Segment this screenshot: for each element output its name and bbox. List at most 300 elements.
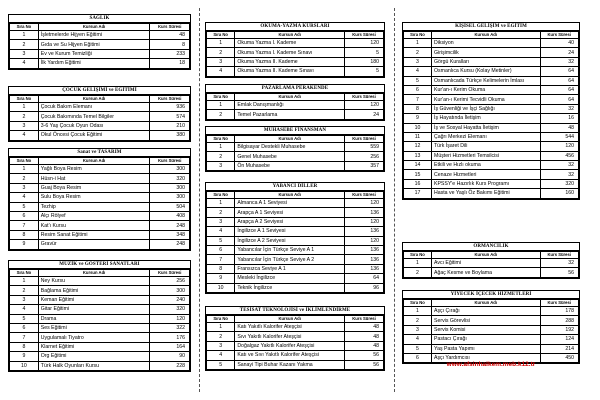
- row-number: 5: [10, 314, 39, 323]
- table-row: [207, 67, 384, 76]
- course-duration: 300: [150, 183, 190, 192]
- table-row: [207, 48, 384, 57]
- table-row: [404, 268, 579, 277]
- course-name: 3-6 Yaş Çocuk Oyun Odası: [38, 121, 150, 130]
- course-duration: 936: [150, 103, 190, 112]
- row-number: 10: [10, 361, 39, 370]
- header-value: Kurs Süresi: [540, 300, 579, 307]
- header-no: Sıra No: [10, 24, 39, 31]
- row-number: 2: [10, 174, 39, 183]
- table-row: [10, 221, 190, 230]
- course-name: İş Hayatında İletişim: [432, 114, 541, 123]
- course-duration: 248: [150, 221, 190, 230]
- table-row: [207, 236, 384, 245]
- course-duration: 504: [150, 202, 190, 211]
- table-row: [10, 286, 190, 295]
- course-name: Doğalgaz Yakıtlı Kalorifer Ateşçisi: [235, 341, 345, 350]
- section-title: Sanat ve TASARIM: [9, 149, 190, 157]
- section-title: TESİSAT TEKNOLOJİSİ ve İKLİMLENDİRME: [206, 307, 384, 315]
- table-row: [10, 361, 190, 370]
- table-header: [404, 32, 579, 39]
- course-name: Org Eğitimi: [38, 352, 150, 361]
- section-cocuk: [8, 86, 191, 142]
- row-number: 5: [207, 360, 235, 369]
- table-row: [10, 295, 190, 304]
- row-number: 1: [10, 277, 39, 286]
- section-okuma: [205, 22, 385, 78]
- section-title: KİŞİSEL GELİŞİM ve EĞİTİM: [403, 23, 579, 31]
- course-name: Guaj Boya Resim: [38, 183, 150, 192]
- row-number: 4: [10, 59, 39, 68]
- table-row: [10, 305, 190, 314]
- row-number: 5: [10, 202, 39, 211]
- row-number: 2: [10, 286, 39, 295]
- table-row: [207, 245, 384, 254]
- row-number: 3: [207, 57, 235, 66]
- row-number: 2: [207, 110, 235, 119]
- row-number: 17: [404, 189, 432, 198]
- course-name: Arapça A 2 Seviyesi: [235, 217, 345, 226]
- table-row: [207, 255, 384, 264]
- table-row: [404, 48, 579, 57]
- course-duration: 90: [150, 352, 190, 361]
- row-number: 1: [404, 39, 432, 48]
- row-number: 9: [10, 240, 39, 249]
- course-name: İş Güvenliği ve İşçi Sağlığı: [432, 104, 541, 113]
- course-name: Temel Pazarlama: [235, 110, 345, 119]
- header-value: Kurs Süresi: [150, 270, 190, 277]
- table-header: [10, 270, 190, 277]
- course-duration: 233: [150, 49, 190, 58]
- table-row: [10, 121, 190, 130]
- header-no: Sıra No: [207, 192, 235, 199]
- table-row: [207, 101, 384, 110]
- course-name: İlk Yardım Eğitimi: [38, 59, 150, 68]
- table-row: [10, 193, 190, 202]
- section-title: PAZARLAMA PERAKENDE: [206, 85, 384, 93]
- course-name: Ev ve Kurum Temizliği: [38, 49, 150, 58]
- table-row: [207, 199, 384, 208]
- column-separator: [199, 8, 200, 392]
- course-name: Sanayi Tipi Buhar Kazanı Yakma: [235, 360, 345, 369]
- row-number: 4: [10, 305, 39, 314]
- course-duration: 64: [540, 85, 579, 94]
- header-no: Sıra No: [207, 136, 235, 143]
- table-header: [207, 136, 384, 143]
- course-name: Okuma Yazma II. Kademe Sınavı: [235, 67, 345, 76]
- row-number: 4: [10, 131, 39, 140]
- row-number: 12: [404, 142, 432, 151]
- header-no: Sıra No: [10, 270, 39, 277]
- course-duration: 136: [345, 227, 384, 236]
- table-row: [10, 174, 190, 183]
- table-row: [10, 202, 190, 211]
- header-value: Kurs Süresi: [150, 158, 190, 165]
- row-number: 7: [10, 221, 39, 230]
- header-value: Kurs Süresi: [345, 32, 384, 39]
- course-name: Keman Eğitimi: [38, 295, 150, 304]
- header-value: Kurs Süresi: [345, 94, 384, 101]
- table-row: [207, 274, 384, 283]
- course-duration: 408: [150, 211, 190, 220]
- section-sanat: [8, 148, 191, 251]
- course-name: Hasta ve Yaşlı Öz Bakımı Eğitimi: [432, 189, 541, 198]
- table-header: [207, 32, 384, 39]
- table-row: [404, 142, 579, 151]
- course-duration: 300: [150, 193, 190, 202]
- table-row: [404, 95, 579, 104]
- course-duration: 559: [345, 143, 384, 152]
- course-duration: 136: [345, 208, 384, 217]
- course-duration: 48: [345, 323, 384, 332]
- course-duration: 288: [540, 316, 579, 325]
- course-duration: 574: [150, 112, 190, 121]
- course-duration: 32: [540, 57, 579, 66]
- table-row: [404, 57, 579, 66]
- course-table: [9, 157, 190, 250]
- header-value: Kurs Süresi: [150, 24, 190, 31]
- header-value: Kurs Süresi: [345, 192, 384, 199]
- course-duration: 64: [540, 67, 579, 76]
- row-number: 6: [10, 323, 39, 332]
- course-duration: 357: [345, 161, 384, 170]
- table-header: [207, 94, 384, 101]
- table-row: [10, 333, 190, 342]
- section-title: ORMANCILIK: [403, 243, 579, 251]
- course-name: Çocuk Bakım Elemanı: [38, 103, 150, 112]
- table-row: [207, 351, 384, 360]
- course-name: Ağaç Kesme ve Boylama: [432, 268, 541, 277]
- course-duration: 214: [540, 344, 579, 353]
- row-number: 1: [207, 143, 235, 152]
- row-number: 2: [404, 316, 432, 325]
- header-name: Kursun Adı: [235, 192, 345, 199]
- course-duration: 32: [540, 259, 579, 268]
- course-name: Gravür: [38, 240, 150, 249]
- row-number: 3: [207, 161, 235, 170]
- row-number: 7: [404, 95, 432, 104]
- course-name: Yabancılar İçin Türkçe Seviye A 2: [235, 255, 345, 264]
- course-duration: 180: [345, 57, 384, 66]
- header-no: Sıra No: [404, 252, 432, 259]
- row-number: 3: [10, 183, 39, 192]
- course-name: Servis Görevlisi: [432, 316, 541, 325]
- course-duration: 348: [150, 230, 190, 239]
- course-duration: 160: [540, 189, 579, 198]
- header-name: Kursun Adı: [38, 158, 150, 165]
- row-number: 1: [404, 259, 432, 268]
- row-number: 4: [207, 227, 235, 236]
- header-no: Sıra No: [10, 158, 39, 165]
- course-duration: 320: [150, 174, 190, 183]
- table-row: [207, 152, 384, 161]
- course-name: Tezhip: [38, 202, 150, 211]
- course-table: [206, 315, 384, 370]
- course-name: Aşçı Çırağı: [432, 307, 541, 316]
- course-name: Yağlı Boya Resim: [38, 165, 150, 174]
- course-table: [9, 95, 190, 141]
- course-name: Osmanlıcada Türkçe Kelimelerin İmlası: [432, 76, 541, 85]
- course-name: Yabancılar İçin Türkçe Seviye A 1: [235, 245, 345, 254]
- course-table: [403, 299, 579, 363]
- course-duration: 256: [150, 277, 190, 286]
- course-duration: 120: [345, 217, 384, 226]
- course-name: Genel Muhasebe: [235, 152, 345, 161]
- row-number: 3: [404, 57, 432, 66]
- row-number: 1: [207, 101, 235, 110]
- header-name: Kursun Adı: [235, 32, 345, 39]
- row-number: 10: [404, 123, 432, 132]
- section-title: YABANCI DİLLER: [206, 183, 384, 191]
- section-title: ÇOCUK GELİŞİMİ ve EĞİTİMİ: [9, 87, 190, 95]
- row-number: 2: [207, 152, 235, 161]
- section-title: YİYECEK İÇECEK HİZMETLERİ: [403, 291, 579, 299]
- table-header: [10, 24, 190, 31]
- table-row: [10, 49, 190, 58]
- course-name: Ney Kursu: [38, 277, 150, 286]
- table-row: [404, 325, 579, 334]
- header-name: Kursun Adı: [235, 94, 345, 101]
- table-row: [10, 165, 190, 174]
- column-separator: [394, 8, 395, 392]
- course-name: Kat'ı Kursu: [38, 221, 150, 230]
- row-number: 4: [10, 193, 39, 202]
- section-title: MÜZİK ve GÖSTERİ SANATLARI: [9, 261, 190, 269]
- table-row: [404, 161, 579, 170]
- table-row: [207, 360, 384, 369]
- table-row: [404, 76, 579, 85]
- table-row: [207, 332, 384, 341]
- section-kisisel: [402, 22, 580, 200]
- course-name: Aşçı Yardımcısı: [432, 353, 541, 362]
- section-title: OKUMA-YAZMA KURSLARI: [206, 23, 384, 31]
- row-number: 16: [404, 179, 432, 188]
- row-number: 3: [10, 121, 39, 130]
- table-row: [207, 143, 384, 152]
- row-number: 7: [207, 255, 235, 264]
- section-pazarlama: [205, 84, 385, 121]
- course-duration: 64: [540, 95, 579, 104]
- course-duration: 176: [150, 333, 190, 342]
- course-duration: 16: [540, 114, 579, 123]
- course-duration: 456: [540, 151, 579, 160]
- course-name: Hüsn-i Hat: [38, 174, 150, 183]
- table-row: [207, 39, 384, 48]
- course-duration: 256: [345, 152, 384, 161]
- course-name: İşletmelerde Hijyen Eğitimi: [38, 31, 150, 40]
- course-duration: 32: [540, 161, 579, 170]
- course-duration: 96: [345, 283, 384, 292]
- table-row: [10, 183, 190, 192]
- course-name: Diksiyon: [432, 39, 541, 48]
- course-duration: 320: [540, 179, 579, 188]
- row-number: 13: [404, 151, 432, 160]
- course-name: Almanca A 1 Seviyesi: [235, 199, 345, 208]
- course-name: Emlak Danışmanlığı: [235, 101, 345, 110]
- row-number: 4: [207, 67, 235, 76]
- section-yabanci: [205, 182, 385, 294]
- table-row: [404, 335, 579, 344]
- table-header: [404, 300, 579, 307]
- course-name: Drama: [38, 314, 150, 323]
- row-number: 10: [207, 283, 235, 292]
- website-url[interactable]: www.afsinhalkem.meb.k12.tr: [446, 361, 536, 368]
- row-number: 9: [404, 114, 432, 123]
- table-row: [10, 277, 190, 286]
- section-yiyecek: [402, 290, 580, 364]
- row-number: 2: [10, 112, 39, 121]
- course-name: Servis Komisi: [432, 325, 541, 334]
- course-name: Ses Eğitimi: [38, 323, 150, 332]
- course-name: Gıda ve Su Hijyen Eğitimi: [38, 40, 150, 49]
- course-duration: 124: [540, 335, 579, 344]
- section-tesisat: [205, 306, 385, 371]
- course-duration: 5: [345, 67, 384, 76]
- row-number: 3: [404, 325, 432, 334]
- course-name: Ön Muhasebe: [235, 161, 345, 170]
- table-row: [207, 283, 384, 292]
- row-number: 11: [404, 132, 432, 141]
- table-row: [207, 217, 384, 226]
- header-no: Sıra No: [207, 94, 235, 101]
- row-number: 1: [207, 39, 235, 48]
- row-number: 8: [10, 342, 39, 351]
- course-duration: 48: [540, 123, 579, 132]
- section-title: MUHASEBE FİNANSMAN: [206, 127, 384, 135]
- row-number: 3: [10, 49, 39, 58]
- row-number: 8: [207, 264, 235, 273]
- table-row: [10, 342, 190, 351]
- table-row: [404, 104, 579, 113]
- row-number: 4: [404, 335, 432, 344]
- course-duration: 64: [345, 274, 384, 283]
- course-name: Resim Sanat Eğitimi: [38, 230, 150, 239]
- course-name: Katı ve Sıvı Yakıtlı Kalorifer Ateşçisi: [235, 351, 345, 360]
- course-name: Çocuk Bakımında Temel Bilgiler: [38, 112, 150, 121]
- course-name: Mesleki İngilizce: [235, 274, 345, 283]
- table-row: [10, 40, 190, 49]
- course-name: Uygulamalı Tiyatro: [38, 333, 150, 342]
- course-duration: 56: [345, 360, 384, 369]
- course-duration: 164: [150, 342, 190, 351]
- row-number: 15: [404, 170, 432, 179]
- course-duration: 248: [150, 240, 190, 249]
- row-number: 1: [207, 199, 235, 208]
- course-name: Kur'an-ı Kerim Okuma: [432, 85, 541, 94]
- table-header: [404, 252, 579, 259]
- table-row: [10, 211, 190, 220]
- row-number: 8: [404, 104, 432, 113]
- course-name: Pastacı Çırağı: [432, 335, 541, 344]
- row-number: 7: [10, 333, 39, 342]
- table-row: [10, 59, 190, 68]
- row-number: 1: [207, 323, 235, 332]
- section-muzik: [8, 260, 191, 372]
- header-value: Kurs Süresi: [540, 32, 579, 39]
- course-table: [403, 251, 579, 278]
- row-number: 2: [404, 268, 432, 277]
- course-table: [206, 93, 384, 120]
- table-row: [207, 264, 384, 273]
- course-duration: 192: [540, 325, 579, 334]
- table-row: [404, 344, 579, 353]
- course-name: Okuma Yazma I. Kademe Sınavı: [235, 48, 345, 57]
- course-name: İngilizce A 1 Seviyesi: [235, 227, 345, 236]
- row-number: 6: [404, 85, 432, 94]
- header-name: Kursun Adı: [235, 136, 345, 143]
- table-row: [207, 161, 384, 170]
- course-table: [9, 269, 190, 371]
- row-number: 14: [404, 161, 432, 170]
- section-muhasebe: [205, 126, 385, 172]
- table-row: [10, 240, 190, 249]
- course-duration: 120: [150, 314, 190, 323]
- table-header: [10, 96, 190, 103]
- row-number: 2: [404, 48, 432, 57]
- header-value: Kurs Süresi: [150, 96, 190, 103]
- table-header: [207, 192, 384, 199]
- course-name: Sulu Boya Resim: [38, 193, 150, 202]
- course-name: Arapça A 1 Seviyesi: [235, 208, 345, 217]
- table-row: [404, 259, 579, 268]
- course-name: Avcı Eğitimi: [432, 259, 541, 268]
- course-table: [9, 23, 190, 69]
- course-duration: 120: [345, 199, 384, 208]
- table-row: [404, 39, 579, 48]
- course-name: Klarnet Eğitimi: [38, 342, 150, 351]
- course-name: İngilizce A 2 Seviyesi: [235, 236, 345, 245]
- course-name: Çağrı Merkezi Elemanı: [432, 132, 541, 141]
- course-duration: 300: [150, 286, 190, 295]
- table-row: [10, 103, 190, 112]
- row-number: 5: [404, 76, 432, 85]
- course-name: Bilgisayar Destekli Muhasebe: [235, 143, 345, 152]
- course-duration: 56: [540, 268, 579, 277]
- table-row: [10, 323, 190, 332]
- header-no: Sıra No: [10, 96, 39, 103]
- course-table: [403, 31, 579, 199]
- table-row: [404, 189, 579, 198]
- row-number: 3: [207, 341, 235, 350]
- row-number: 2: [10, 40, 39, 49]
- course-duration: 24: [540, 48, 579, 57]
- course-name: Etkili ve Hızlı okuma: [432, 161, 541, 170]
- table-header: [207, 316, 384, 323]
- course-duration: 120: [345, 236, 384, 245]
- header-no: Sıra No: [207, 316, 235, 323]
- course-duration: 18: [150, 59, 190, 68]
- course-duration: 24: [345, 110, 384, 119]
- course-name: Okuma Yazma II. Kademe: [235, 57, 345, 66]
- course-duration: 544: [540, 132, 579, 141]
- table-row: [404, 132, 579, 141]
- table-row: [10, 31, 190, 40]
- course-name: İş ve Sosyal Hayatta İletişim: [432, 123, 541, 132]
- course-name: Okul Öncesi Çocuk Eğitimi: [38, 131, 150, 140]
- course-name: Katı Yakıtlı Kalorifer Ateşçisi: [235, 323, 345, 332]
- row-number: 3: [10, 295, 39, 304]
- header-value: Kurs Süresi: [345, 316, 384, 323]
- table-row: [207, 323, 384, 332]
- course-duration: 48: [345, 341, 384, 350]
- course-duration: 380: [150, 131, 190, 140]
- course-duration: 5: [345, 48, 384, 57]
- course-table: [206, 31, 384, 77]
- course-duration: 56: [345, 351, 384, 360]
- course-duration: 320: [150, 305, 190, 314]
- table-row: [404, 123, 579, 132]
- header-value: Kurs Süresi: [540, 252, 579, 259]
